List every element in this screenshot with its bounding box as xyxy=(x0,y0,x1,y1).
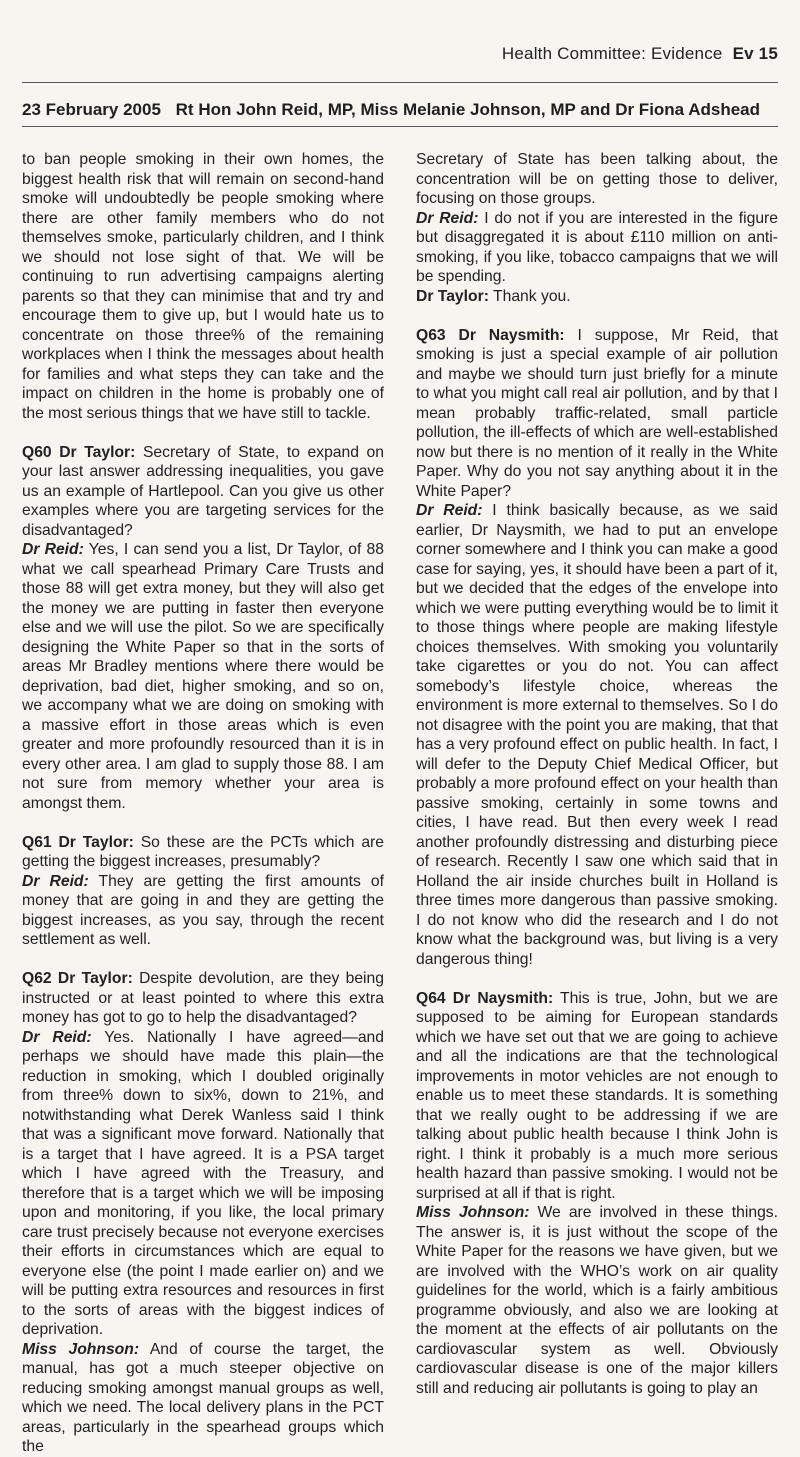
speaker: Dr Reid: xyxy=(22,872,89,890)
question-62 xyxy=(22,969,384,1028)
answer-64 xyxy=(416,1203,778,1398)
question-60 xyxy=(22,443,384,541)
question-63 xyxy=(416,326,778,502)
answer-text: Yes, I can send you a list, Dr Taylor, of 88 what we call spearhead Primary Care Trusts and those 88 will get extra money, but they will also get the money we are putting in faster then everyone else and we will use the pilot. So we are specifically designing the White Paper so that in the sorts of areas Mr Bradley mentions where there would be deprivation, bad diet, higher smoking, and so on, we accompany what we are doing on smoking with a massive effort in those areas which is even greater and more profoundly resourced than it is in every other area. I am glad to supply those 88. I am not sure from memory whether your area is amongst them. xyxy=(22,541,385,812)
header-rule-top xyxy=(22,82,778,83)
question-label: Q61 Dr Taylor: xyxy=(22,833,134,851)
question-text: So these are the PCTs which are getting the biggest increases, presumably? xyxy=(22,833,384,870)
question-text: This is true, John, but we are supposed to be aiming for European standards which we have set out that we are going to achieve and all the indications are that the technological improvements in motor vehicles are not enough to enable us to meet these standards. It is something that we really ought to be addressing if we are talking about public health because I think John is right. I think it probably is a much more serious health hazard than passive smoking. I would not be surprised at all if that is right. xyxy=(416,989,778,1202)
question-61 xyxy=(22,833,384,872)
header-rule-bottom xyxy=(22,126,778,127)
thanks-line xyxy=(416,287,778,307)
speaker: Miss Johnson: xyxy=(22,1340,140,1358)
running-header xyxy=(0,0,800,66)
answer-text: Yes. Nationally I have agreed—and perhaps we should have made this plain—the reduction in smoking, which I doubled originally from three% down to six%, down to 21%, and notwithstanding what Derek Wanless said I think that was a significant move forward. Nationally that is a target that I have agreed. It is a PSA target which I have agreed with the Treasury, and therefore that is a target which we will be imposing upon and monitoring, if you like, the local primary care trust precisely because not everyone exercises their efforts in circumstances which are equal to everyone else (the point I made earlier on) and we will be putting extra resources and resources in first to the sorts of areas with the biggest indices of deprivation. xyxy=(22,1028,384,1338)
session-line xyxy=(22,100,778,120)
answer-63 xyxy=(416,501,778,969)
question-text: Despite devolution, are they being instructed or at least pointed to where this extra money has got to go to help the disadvantaged? xyxy=(22,970,384,1026)
running-title: Health Committee: Evidence xyxy=(501,44,723,63)
answer-62-reid xyxy=(416,209,778,287)
witness-list: Rt Hon John Reid, MP, Miss Melanie Johnson, MP and Dr Fiona Adshead xyxy=(175,100,761,119)
answer-text: I think basically because, as we said earlier, Dr Naysmith, we had to put an envelope corner somewhere and I think you can make a good case for saying, yes, it should have been a part of it, but we decided that the edges of the envelope into which we were putting everything would be to limit it to those things where people are making lifestyle choices themselves. With smoking you voluntarily take cigarettes or you do not. You can affect somebody’s lifestyle choice, whereas the environment is more external to themselves. So I do not disagree with the point you are making, that that has a very profound effect on public health. In fact, I will defer to the Deputy Chief Medical Officer, but probably a more profound effect on your health than passive smoking, certainly in some towns and cities, I have read. But then every week I read another profoundly distressing and disturbing piece of research. Recently I saw one which said that in Holland the air inside churches built in Holland is three times more dangerous than passive smoking. I do not know who did the research and I do not know what the background was, but living is a very dangerous thing! xyxy=(416,502,778,968)
speaker: Dr Taylor: xyxy=(416,287,489,305)
answer-text: They are getting the first amounts of money that are going in and they are getting the biggest increases, as you say, through the recent settlement as well. xyxy=(22,872,384,948)
continued-paragraph: to ban people smoking in their own homes, the biggest health risk that will remain on second-hand smoke will undoubtedly be people smoking where there are other family members who do not themselves smoke, particularly children, and I think we should not lose sight of that. We will be continuing to run advertising campaigns alerting parents so that they can minimise that and try and encourage them to give up, but I would hate us to concentrate on those three% of the remaining workplaces when I think the messages about health for families and what steps they can take and the impact on children in the home is probably one of the most serious things that we have still to tackle. xyxy=(22,151,384,422)
thanks-text: Thank you. xyxy=(488,287,571,305)
answer-60 xyxy=(22,540,384,813)
continued-paragraph: Secretary of State has been talking about, the concentration will be on getting those to deliver, focusing on those groups. xyxy=(416,151,778,207)
page-number: Ev 15 xyxy=(732,44,778,63)
question-label: Q60 Dr Taylor: xyxy=(22,443,136,461)
question-64 xyxy=(416,989,778,1204)
answer-text: And of course the target, the manual, has got a much steeper objective on reducing smoking amongst manual groups as well, which we need. The local delivery plans in the PCT areas, particularly in the spearhead groups which the xyxy=(22,1340,384,1455)
answer-text: I do not if you are interested in the figure but disaggregated it is about £110 million on anti-smoking, if you like, tobacco campaigns that we will be spending. xyxy=(416,209,778,285)
speaker: Dr Reid: xyxy=(22,1028,92,1046)
right-column xyxy=(416,150,778,1398)
question-label: Q64 Dr Naysmith: xyxy=(416,989,554,1007)
question-text: Secretary of State, to expand on your last answer addressing inequalities, you gave us an example of Hartlepool. Can you give us other examples where you are targeting services for the disadvantaged? xyxy=(22,443,384,539)
session-date: 23 February 2005 xyxy=(22,100,161,119)
answer-62 xyxy=(22,1028,384,1340)
speaker: Dr Reid: xyxy=(416,502,483,519)
speaker: Miss Johnson: xyxy=(416,1204,530,1221)
speaker: Dr Reid: xyxy=(22,541,84,558)
left-column xyxy=(22,150,384,1457)
header-right xyxy=(502,44,778,64)
question-label: Q62 Dr Taylor: xyxy=(22,970,133,987)
question-label: Q63 Dr Naysmith: xyxy=(416,326,565,344)
answer-text: We are involved in these things. The answer is, it is just without the scope of the White Paper for the reasons we have given, but we are involved with the WHO’s work on air quality guidelines for the world, which is a fairly ambitious programme obviously, and also we are looking at the moment at the effects of air pollutants on the cardiovascular system as well. Obviously cardiovascular disease is one of the major killers still and reducing air pollutants is going to play an xyxy=(416,1204,778,1397)
speaker: Dr Reid: xyxy=(416,209,479,227)
question-text: I suppose, Mr Reid, that smoking is just a special example of air pollution and maybe we should turn just briefly for a minute to what you might call real air pollution, and by that I mean probably traffic-related, small particle pollution, the ill-effects of which are well-established now but there is no mention of it really in the White Paper. Why do you not say anything about it in the White Paper? xyxy=(416,326,778,500)
answer-62-johnson xyxy=(22,1340,384,1457)
answer-61 xyxy=(22,872,384,950)
